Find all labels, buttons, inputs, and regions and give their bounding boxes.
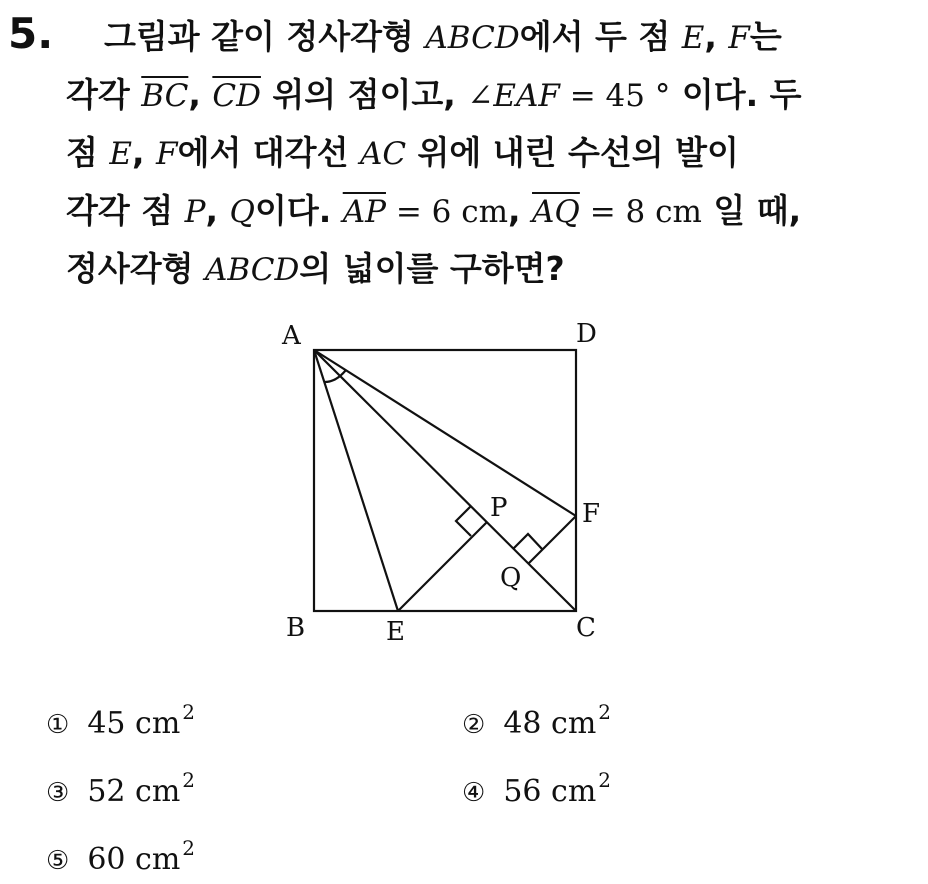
stem-run: P — [184, 194, 206, 230]
stem-run: ABCD — [425, 20, 520, 56]
choice-1[interactable] — [46, 692, 196, 741]
stem-run: , — [704, 17, 729, 56]
choice-3-exponent: 2 — [182, 768, 196, 792]
stem-run: $\overline{BC}$ — [141, 78, 189, 114]
choice-5-value: 60 cm — [87, 842, 181, 877]
label-f: F — [582, 499, 601, 529]
label-q: Q — [500, 563, 522, 593]
stem-run: E — [681, 20, 705, 56]
segment-ae — [314, 350, 398, 611]
choice-5[interactable] — [46, 828, 196, 877]
label-p: P — [490, 493, 508, 523]
stem-run: 에서 대각선 — [177, 133, 360, 172]
choice-2-exponent: 2 — [598, 700, 612, 724]
label-e: E — [386, 617, 405, 647]
right-angle-mark-p — [456, 506, 471, 536]
choice-1-mark: ① — [46, 710, 70, 740]
question-stem — [66, 12, 916, 302]
choice-4[interactable] — [462, 760, 612, 809]
stem-run: = 45 ° — [559, 78, 671, 114]
stem-run: Q — [229, 194, 255, 230]
stem-run: 각각 점 — [66, 191, 185, 230]
stem-line-5 — [66, 244, 916, 302]
segment-af — [314, 350, 576, 516]
stem-run: 각각 — [66, 75, 142, 114]
stem-run: = 8 cm — [579, 194, 702, 230]
choice-3-value: 52 cm — [87, 774, 181, 809]
stem-run: 의 넓이를 구하면? — [299, 249, 565, 288]
right-angle-mark-q — [513, 534, 542, 549]
stem-run: 그림과 같이 정사각형 — [104, 17, 426, 56]
geometry-diagram — [270, 310, 630, 650]
choice-2-mark: ② — [462, 710, 486, 740]
choice-3-mark: ③ — [46, 778, 70, 808]
label-d: D — [576, 319, 597, 349]
stem-run: ∠ — [467, 78, 494, 114]
stem-run: 이다. — [254, 191, 343, 230]
stem-run: AC — [359, 136, 407, 172]
stem-run: 에서 두 점 — [519, 17, 682, 56]
stem-run: EAF — [493, 78, 560, 114]
stem-run: F — [728, 20, 750, 56]
stem-run: , — [132, 133, 157, 172]
stem-run: $\overline{CD}$ — [212, 78, 261, 114]
choice-3[interactable] — [46, 760, 196, 809]
choice-1-value: 45 cm — [87, 706, 181, 741]
label-a: A — [282, 321, 301, 351]
stem-run: 이다. 두 — [670, 75, 802, 114]
stem-run: E — [109, 136, 133, 172]
diagonal-ac — [314, 350, 576, 611]
perpendicular-fq — [528, 516, 576, 564]
label-b: B — [286, 613, 306, 643]
stem-run: $\overline{AP}$ — [342, 194, 386, 230]
stem-run: 위의 점이고, — [260, 75, 468, 114]
stem-line-3 — [66, 128, 916, 186]
stem-run: 정사각형 — [66, 249, 206, 288]
stem-line-1 — [66, 12, 916, 70]
stem-run: 점 — [66, 133, 110, 172]
choice-1-exponent: 2 — [182, 700, 196, 724]
choice-5-exponent: 2 — [182, 836, 196, 860]
choice-4-value: 56 cm — [503, 774, 597, 809]
choice-2-value: 48 cm — [503, 706, 597, 741]
stem-run: 일 때, — [701, 191, 802, 230]
stem-run: , — [508, 191, 533, 230]
stem-run: 위에 내린 수선의 발이 — [406, 133, 739, 172]
choice-4-mark: ④ — [462, 778, 486, 808]
choice-2[interactable] — [462, 692, 612, 741]
stem-line-4 — [66, 186, 916, 244]
stem-run: F — [156, 136, 178, 172]
stem-run: = 6 cm — [385, 194, 508, 230]
label-c: C — [576, 613, 596, 643]
stem-run: 는 — [749, 17, 782, 56]
stem-run: ABCD — [205, 252, 300, 288]
perpendicular-ep — [398, 522, 487, 611]
question-number: 5. — [8, 9, 54, 58]
stem-run: , — [188, 75, 213, 114]
choice-5-mark: ⑤ — [46, 846, 70, 876]
choice-4-exponent: 2 — [598, 768, 612, 792]
stem-run: $\overline{AQ}$ — [532, 194, 580, 230]
stem-run: , — [205, 191, 230, 230]
stem-line-2 — [66, 70, 916, 128]
